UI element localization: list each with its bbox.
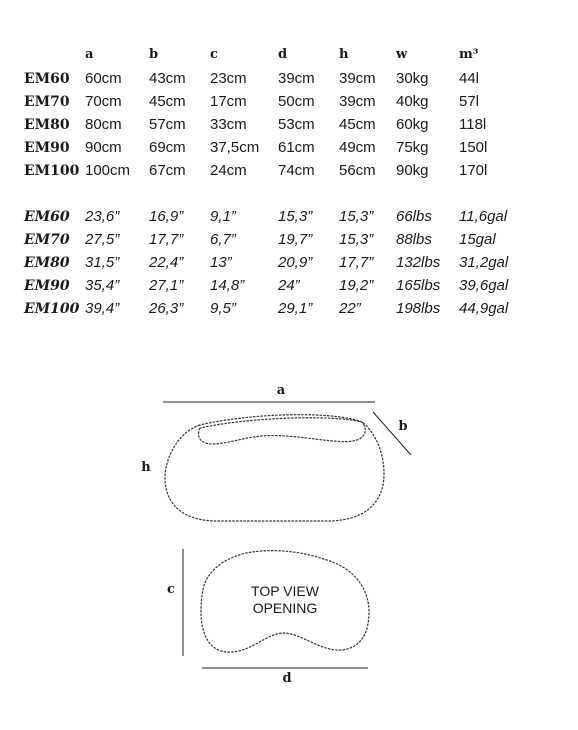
table-cell: 40kg: [396, 93, 429, 110]
table-cell: 27,1”: [149, 277, 184, 294]
table-cell: 39cm: [339, 93, 376, 110]
model-name: EM90: [24, 140, 70, 156]
table-cell: 15gal: [459, 231, 496, 248]
table-cell: 50cm: [278, 93, 315, 110]
table-cell: 26,3”: [149, 300, 184, 317]
table-cell: 150l: [459, 139, 488, 156]
table-cell: 6,7”: [210, 231, 236, 248]
table-cell: 39cm: [339, 70, 376, 87]
table-cell: 57cm: [149, 116, 186, 133]
header-c: c: [210, 47, 218, 62]
table-cell: 60kg: [396, 116, 429, 133]
header-volume: m³: [459, 47, 479, 62]
label-b: b: [398, 419, 408, 434]
table-cell: 165lbs: [396, 277, 441, 294]
table-cell: 14,8”: [210, 277, 245, 294]
table-cell: 45cm: [339, 116, 376, 133]
table-cell: 13”: [210, 254, 232, 271]
table-cell: 90kg: [396, 162, 429, 179]
table-cell: 49cm: [339, 139, 376, 156]
model-name: EM100: [24, 301, 80, 317]
table-cell: 17,7”: [339, 254, 374, 271]
header-d: d: [278, 47, 288, 62]
table-cell: 33cm: [210, 116, 247, 133]
table-cell: 132lbs: [396, 254, 441, 271]
top-view-label: TOP VIEW: [251, 583, 319, 599]
side-view-opening: [199, 418, 366, 444]
table-cell: 44,9gal: [459, 300, 509, 317]
table-cell: 9,1”: [210, 208, 236, 225]
table-cell: 57l: [459, 93, 480, 110]
table-cell: 45cm: [149, 93, 186, 110]
table-cell: 80cm: [85, 116, 122, 133]
table-cell: 23cm: [210, 70, 247, 87]
table-cell: 170l: [459, 162, 488, 179]
table-cell: 15,3”: [278, 208, 313, 225]
table-cell: 100cm: [85, 162, 131, 179]
table-cell: 43cm: [149, 70, 186, 87]
table-cell: 19,7”: [278, 231, 313, 248]
table-cell: 35,4”: [85, 277, 120, 294]
table-cell: 29,1”: [278, 300, 313, 317]
table-cell: 39,6gal: [459, 277, 509, 294]
model-name: EM90: [24, 278, 70, 294]
header-w: w: [396, 47, 408, 62]
table-cell: 39,4”: [85, 300, 120, 317]
model-name: EM70: [24, 232, 70, 248]
model-name: EM70: [24, 94, 70, 110]
table-cell: 9,5”: [210, 300, 236, 317]
table-cell: 15,3”: [339, 208, 374, 225]
table-cell: 20,9”: [278, 254, 313, 271]
model-name: EM60: [24, 209, 70, 225]
table-cell: 67cm: [149, 162, 186, 179]
table-cell: 37,5cm: [210, 139, 260, 156]
header-h: h: [339, 47, 349, 62]
table-cell: 39cm: [278, 70, 315, 87]
table-cell: 22”: [339, 300, 361, 317]
table-cell: 19,2”: [339, 277, 374, 294]
table-cell: 11,6gal: [459, 208, 508, 225]
table-cell: 60cm: [85, 70, 122, 87]
table-cell: 22,4”: [149, 254, 184, 271]
model-name: EM80: [24, 255, 70, 271]
table-cell: 24cm: [210, 162, 247, 179]
table-cell: 17,7”: [149, 231, 184, 248]
table-cell: 27,5”: [85, 231, 120, 248]
table-cell: 198lbs: [396, 300, 441, 317]
table-cell: 90cm: [85, 139, 122, 156]
table-cell: 74cm: [278, 162, 315, 179]
table-cell: 118l: [459, 116, 487, 133]
label-h: h: [141, 460, 151, 475]
model-name: EM80: [24, 117, 70, 133]
label-c: c: [167, 582, 175, 597]
table-cell: 56cm: [339, 162, 376, 179]
table-cell: 88lbs: [396, 231, 432, 248]
table-cell: 66lbs: [396, 208, 432, 225]
label-a: a: [276, 383, 286, 398]
table-cell: 44l: [459, 70, 480, 87]
table-cell: 23,6”: [85, 208, 120, 225]
table-cell: 31,2gal: [459, 254, 509, 271]
model-name: EM100: [24, 163, 80, 179]
table-cell: 16,9”: [149, 208, 184, 225]
bean-bag-side-view: [165, 415, 384, 521]
opening-label: OPENING: [252, 600, 318, 616]
label-d: d: [282, 671, 292, 686]
table-cell: 24”: [278, 277, 300, 294]
table-cell: 15,3”: [339, 231, 374, 248]
table-cell: 70cm: [85, 93, 122, 110]
table-cell: 75kg: [396, 139, 429, 156]
table-cell: 31,5”: [85, 254, 120, 271]
table-cell: 61cm: [278, 139, 315, 156]
table-cell: 69cm: [149, 139, 186, 156]
table-cell: 17cm: [210, 93, 247, 110]
header-a: a: [85, 47, 94, 62]
table-cell: 30kg: [396, 70, 429, 87]
model-name: EM60: [24, 71, 70, 87]
side-view-outline: [165, 415, 384, 521]
table-cell: 53cm: [278, 116, 315, 133]
header-b: b: [149, 47, 159, 62]
